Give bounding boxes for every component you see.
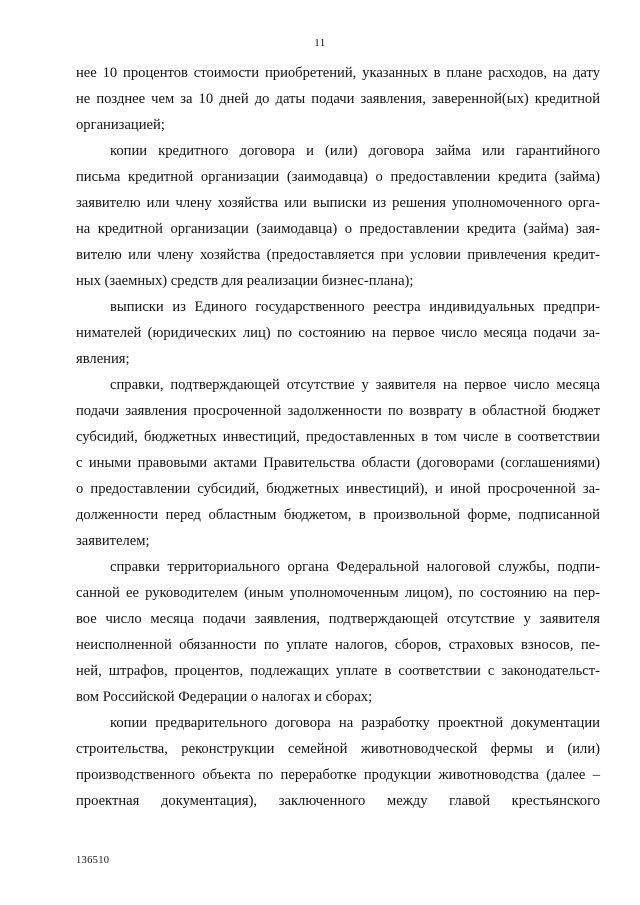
text-line <box>0 788 640 814</box>
text-line-content: выписки из Единого государственного реестра индивидуальных предпри- <box>110 299 600 315</box>
text-line <box>0 294 640 320</box>
text-line-content: вом Российской Федерации о налогах и сборах; <box>76 689 373 705</box>
text-line <box>0 580 640 606</box>
text-line <box>0 138 640 164</box>
text-line-content: ных (заемных) средств для реализации бизнес-плана); <box>76 273 414 289</box>
text-line <box>0 112 640 138</box>
text-line-content: организацией; <box>76 117 165 133</box>
text-line-content: копии предварительного договора на разработку проектной документации <box>110 715 600 731</box>
text-line <box>0 320 640 346</box>
text-line <box>0 398 640 424</box>
text-line-content: субсидий, бюджетных инвестиций, предоставленных в том числе в соответствии <box>76 429 600 445</box>
text-line <box>0 684 640 710</box>
text-line-content: справки, подтверждающей отсутствие у заявителя на первое число месяца <box>110 377 600 393</box>
text-line <box>0 268 640 294</box>
document-code: 136510 <box>76 855 110 866</box>
text-line <box>0 190 640 216</box>
text-line-content: копии кредитного договора и (или) договора займа или гарантийного <box>110 143 600 159</box>
text-line <box>0 424 640 450</box>
text-line-content: на кредитной организации (заимодавца) о предоставлении кредита (займа) зая- <box>76 221 600 237</box>
text-line-content: справки территориального органа Федеральной налоговой службы, подпи- <box>110 559 600 575</box>
text-line <box>0 528 640 554</box>
text-line-content: неисполненной обязанности по уплате налогов, сборов, страховых взносов, пе- <box>76 637 600 653</box>
text-line-content: санной ее руководителем (иным уполномоченным лицом), по состоянию на пер- <box>76 585 600 601</box>
text-line-content: строительства, реконструкции семейной животноводческой фермы и (или) <box>76 741 600 757</box>
text-line <box>0 762 640 788</box>
text-line <box>0 216 640 242</box>
text-line <box>0 606 640 632</box>
page-number: 11 <box>314 37 326 49</box>
text-line-content: вое число месяца подачи заявления, подтверждающей отсутствие у заявителя <box>76 611 600 627</box>
text-line <box>0 242 640 268</box>
text-line <box>0 710 640 736</box>
text-line <box>0 450 640 476</box>
text-line-content: заявителем; <box>76 533 150 549</box>
text-line <box>0 60 640 86</box>
text-line <box>0 476 640 502</box>
text-line <box>0 658 640 684</box>
text-line-content: о предоставлении субсидий, бюджетных инвестиций), и иной просроченной за- <box>76 481 600 497</box>
text-line-content: явления; <box>76 351 130 367</box>
text-line <box>0 554 640 580</box>
text-line-content: заявителю или члену хозяйства или выписки из решения уполномоченного орга- <box>76 195 600 211</box>
text-line <box>0 164 640 190</box>
text-line-content: нее 10 процентов стоимости приобретений, указанных в плане расходов, на дату <box>76 65 600 81</box>
text-line-content: с иными правовыми актами Правительства области (договорами (соглашениями) <box>76 455 600 471</box>
text-line <box>0 86 640 112</box>
text-line <box>0 632 640 658</box>
text-line-content: подачи заявления просроченной задолженности по возврату в областной бюджет <box>76 403 600 419</box>
text-line-content: вителю или члену хозяйства (предоставляется при условии привлечения кредит- <box>76 247 600 263</box>
text-line <box>0 346 640 372</box>
text-line <box>0 372 640 398</box>
text-line-content: не позднее чем за 10 дней до даты подачи заявления, заверенной(ых) кредитной <box>76 91 600 107</box>
text-line-content: ней, штрафов, процентов, подлежащих уплате в соответствии с законодательст- <box>76 663 600 679</box>
text-line-content: письма кредитной организации (заимодавца) о предоставлении кредита (займа) <box>76 169 600 185</box>
text-line <box>0 502 640 528</box>
text-line-content: нимателей (юридических лиц) по состоянию на первое число месяца подачи за- <box>76 325 600 341</box>
text-line-content: долженности перед областным бюджетом, в произвольной форме, подписанной <box>76 507 600 523</box>
text-line-content: производственного объекта по переработке продукции животноводства (далее – <box>76 767 600 783</box>
text-line <box>0 736 640 762</box>
text-line-content: проектная документация), заключенного между главой крестьянского <box>76 793 600 809</box>
